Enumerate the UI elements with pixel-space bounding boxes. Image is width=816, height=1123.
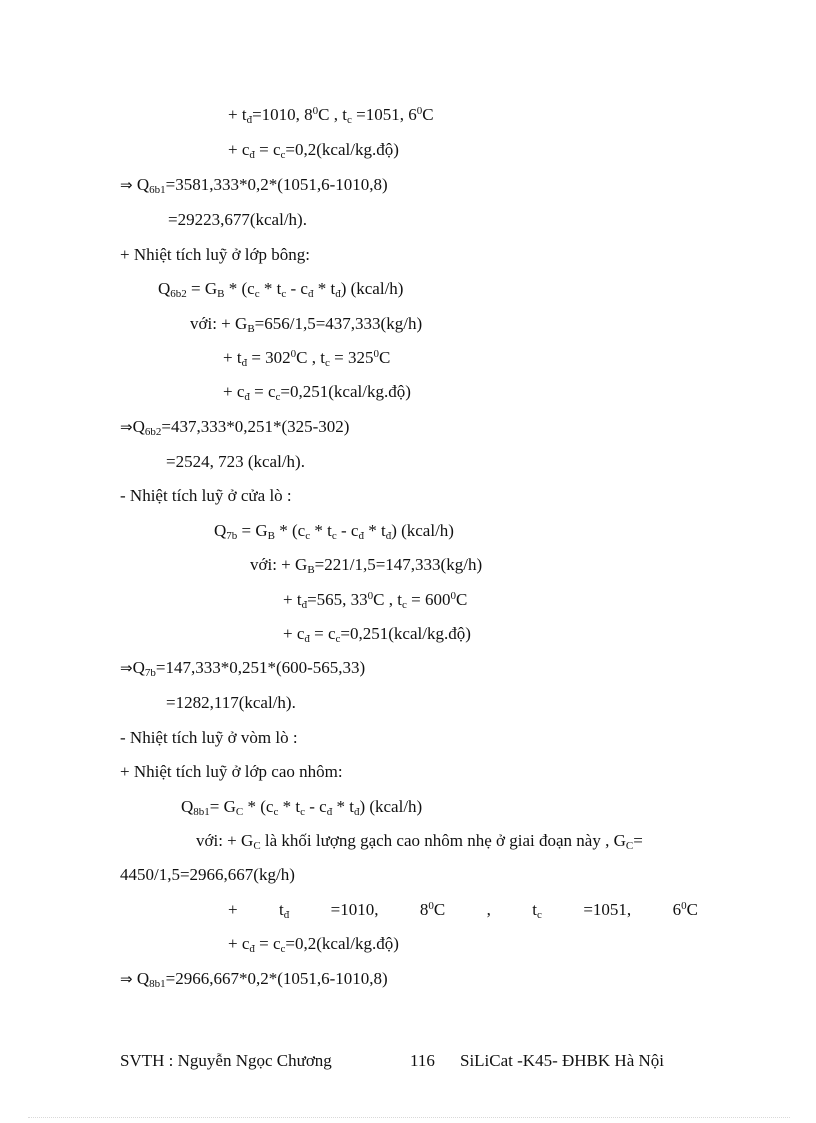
- page-divider: [28, 1117, 790, 1118]
- result-formula-line: $\Rightarrow Q_{6b2}=437,333*0,251*(325-302)$: [120, 417, 350, 438]
- mass-description-line: với: + $G_C$ là khối lượng gạch cao nhôm nhẹ ở giai đoạn này , $G_C=$: [196, 831, 643, 852]
- section-heading: + Nhiệt tích luỹ ở lớp bông:: [120, 245, 310, 264]
- footer-author: SVTH : Nguyễn Ngọc Chương: [120, 1051, 332, 1070]
- result-formula-line: ⇒ $Q_{6b1}=3581,333*0,2*(1051,6-1010,8)$: [120, 175, 388, 196]
- heat-formula-line: $Q_{6b2} = G_B * (c_c * t_c - c_đ * t_đ)$ (kcal/h): [158, 279, 404, 300]
- mass-line: với: + $G_B=656/1,5=437,333(kg/h)$: [190, 314, 423, 335]
- specific-heat-line: + $c_đ$ = $c_c=0,251(kcal/kg.độ)$: [283, 624, 471, 645]
- result-value-line: =2524, 723 (kcal/h).: [166, 452, 305, 471]
- implies-arrow: ⇒: [120, 659, 133, 677]
- result-value-line: =29223,677(kcal/h).: [168, 210, 307, 229]
- result-formula-line: $\Rightarrow Q_{7b}=147,333*0,251*(600-565,33)$: [120, 658, 366, 679]
- result-formula-line: ⇒ $Q_{8b1}=2966,667*0,2*(1051,6-1010,8)$: [120, 969, 388, 990]
- implies-arrow: ⇒: [120, 970, 133, 988]
- heat-formula-line: $Q_{8b1}= G_C * (c_c * t_c - c_đ * t_đ)$ (kcal/h): [181, 797, 423, 818]
- section-heading: + Nhiệt tích luỹ ở lớp cao nhôm:: [120, 762, 343, 781]
- mass-value-line: 4450/1,5=2966,667(kg/h): [120, 865, 295, 884]
- footer-page-number: 116: [410, 1051, 435, 1070]
- specific-heat-line: + $c_đ$ = $c_c=0,251(kcal/kg.độ)$: [223, 382, 411, 403]
- temperature-line: + $t_đ=1010$, $8^0C$ , $t_c =1051$, $6^0C$: [228, 105, 434, 126]
- section-heading: - Nhiệt tích luỹ ở vòm lò :: [120, 728, 298, 747]
- footer-school: SiLiCat -K45- ĐHBK Hà Nội: [460, 1051, 664, 1070]
- temperature-line: + $t_đ = 302^0C$ , $t_c = 325^0C$: [223, 348, 391, 369]
- heat-formula-line: $Q_{7b} = G_B * (c_c * t_c - c_đ * t_đ)$ (kcal/h): [214, 521, 454, 542]
- section-heading: - Nhiệt tích luỹ ở cửa lò :: [120, 486, 292, 505]
- mass-line: với: + $G_B=221/1,5=147,333(kg/h)$: [250, 555, 483, 576]
- implies-arrow: ⇒: [120, 418, 133, 436]
- temperature-line: + $t_đ=565$, $33^0C$ , $t_c = 600^0C$: [283, 590, 468, 611]
- specific-heat-line: + $c_đ$ = $c_c=0,2(kcal/kg.độ)$: [228, 934, 399, 955]
- implies-arrow: ⇒: [120, 176, 133, 194]
- specific-heat-line: + $c_đ$ = $c_c=0,2(kcal/kg.độ)$: [228, 140, 399, 161]
- result-value-line: =1282,117(kcal/h).: [166, 693, 296, 712]
- temperature-line-justified: + $t_đ$ =1010, $8^0C$ , $t_c$ =1051, $6^0C$: [228, 900, 698, 921]
